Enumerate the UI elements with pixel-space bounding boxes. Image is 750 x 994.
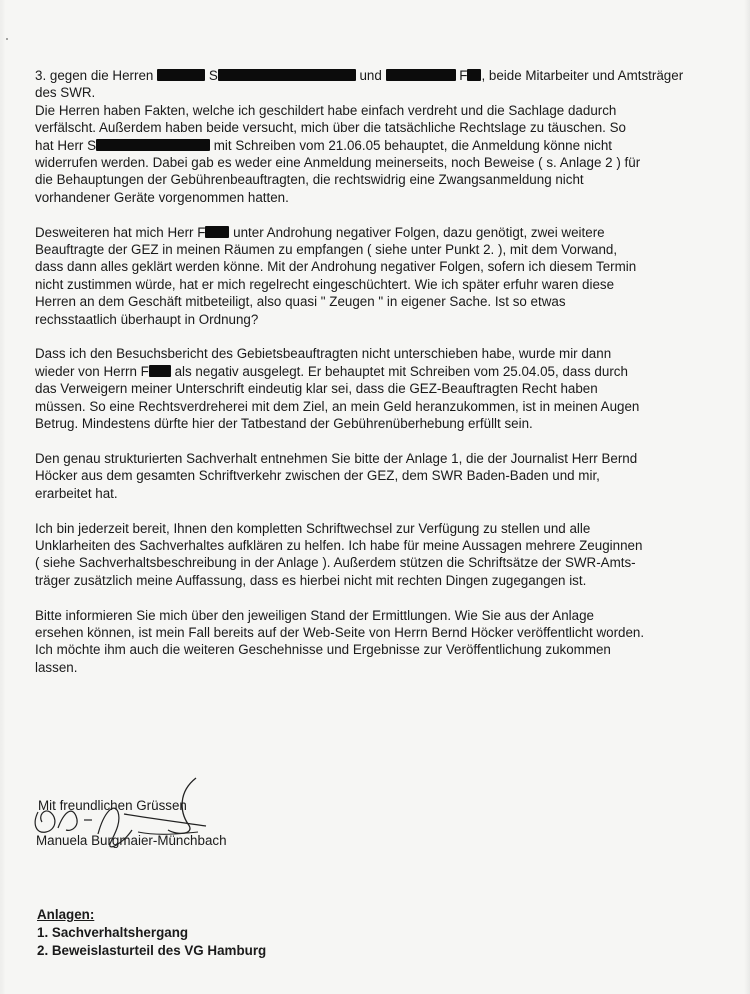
- scan-speck: [6, 38, 8, 40]
- letter-line: Herren an dem Geschäft mitbeteiligt, also quasi " Zeugen " in eigener Sache. Ist so etwas: [35, 294, 566, 310]
- letter-line: des SWR.: [35, 85, 96, 101]
- letter-line: müssen. So eine Rechtsverdreherei mit dem Ziel, an mein Geld heranzukommen, ist in meinen Augen: [35, 398, 640, 414]
- letter-line: ersehen können, ist mein Fall bereits auf der Web-Seite von Herrn Bernd Höcker veröffentlicht worden.: [35, 624, 645, 640]
- letter-paragraph: [35, 224, 740, 328]
- letter-line: Unklarheiten des Sachverhaltes aufklären zu helfen. Ich habe für meine Aussagen mehrere Zeuginnen: [35, 537, 643, 553]
- letter-paragraph: [35, 450, 740, 502]
- letter-line: Bitte informieren Sie mich über den jeweiligen Stand der Ermittlungen. Wie Sie aus der Anlage: [35, 607, 594, 623]
- letter-line: ( siehe Sachverhaltsbeschreibung in der Anlage ). Außerdem stützen die Schriftsätze der SWR-Amts-: [35, 555, 636, 571]
- closing-text: Mit freundlichen Grüssen: [38, 798, 187, 813]
- attachments-section: [37, 906, 266, 960]
- letter-line: die Behauptungen der Gebührenbeauftragten, die rechtswidrig eine Zwangsanmeldung nicht: [35, 172, 584, 188]
- closing-phrase: [38, 797, 187, 814]
- letter-line: Höcker aus dem gesamten Schriftverkehr zwischen der GEZ, dem SWR Baden-Baden und mir,: [35, 468, 600, 484]
- attachment-item: 1. Sachverhaltshergang: [37, 925, 189, 940]
- letter-line: 3. gegen die Herren S und F , beide Mitarbeiter und Amtsträger: [35, 68, 684, 83]
- letter-paragraph: [35, 520, 740, 590]
- redaction-bar: [467, 69, 481, 81]
- letter-paragraph: [35, 67, 740, 206]
- letter-line: verfälscht. Außerdem haben beide versucht, mich über die tatsächliche Rechtslage zu täuschen. So: [35, 120, 627, 136]
- letter-line: dass dann alles geklärt werden könne. Mit der Androhung negativer Folgen, sofern ich diesem Termin: [35, 259, 637, 275]
- signer-name: Manuela Burgmaier-Münchbach: [36, 833, 227, 848]
- letter-paragraph: [35, 345, 740, 432]
- letter-line: lassen.: [35, 659, 78, 675]
- redaction-bar: [96, 139, 210, 151]
- letter-line: Dass ich den Besuchsbericht des Gebietsbeauftragten nicht unterschieben habe, wurde mir dann: [35, 346, 612, 362]
- letter-line: Ich bin jederzeit bereit, Ihnen den kompletten Schriftwechsel zur Verfügung zu stellen und alle: [35, 520, 591, 536]
- redaction-bar: [218, 69, 356, 81]
- letter-line: träger zusätzlich meine Auffassung, dass es hierbei nicht mit rechten Dingen zugegangen ist.: [35, 572, 587, 588]
- letter-line: Desweiteren hat mich Herr F unter Androhung negativer Folgen, dazu genötigt, zwei weitere: [35, 224, 605, 240]
- letter-line: hat Herr S mit Schreiben vom 21.06.05 behauptet, die Anmeldung könne nicht: [35, 137, 613, 153]
- letter-line: vorhandener Geräte vorgenommen hatten.: [35, 189, 289, 205]
- letter-line: wieder von Herrn F als negativ ausgelegt. Er behauptet mit Schreiben vom 25.04.05, dass durch: [35, 363, 628, 379]
- redaction-bar: [157, 69, 205, 81]
- letter-line: nicht zustimmen würde, hat er mich regelrecht eingeschüchtert. Wie ich später erfuhr waren diese: [35, 276, 615, 292]
- letter-line: Den genau strukturierten Sachverhalt entnehmen Sie bitte der Anlage 1, die der Journalist Herr Bernd: [35, 450, 638, 466]
- letter-line: Beauftragte der GEZ in meinen Räumen zu empfangen ( siehe unter Punkt 2. ), mit dem Vorwand,: [35, 242, 618, 258]
- letter-line: das Verweigern meiner Unterschrift eindeutig klar sei, dass die GEZ-Beauftragten Recht haben: [35, 381, 598, 397]
- letter-line: rechsstaatlich überhaupt in Ordnung?: [35, 311, 259, 327]
- letter-body: [35, 67, 740, 694]
- letter-line: erarbeitet hat.: [35, 485, 118, 501]
- redaction-bar: [149, 365, 171, 377]
- attachment-item: 2. Beweislasturteil des VG Hamburg: [37, 943, 267, 958]
- letter-line: Die Herren haben Fakten, welche ich geschildert habe einfach verdreht und die Sachlage dadurch: [35, 102, 617, 118]
- redaction-bar: [205, 226, 229, 238]
- letter-line: Betrug. Mindestens dürfte hier der Tatbestand der Gebührenüberhebung erfüllt sein.: [35, 416, 533, 432]
- redaction-bar: [386, 69, 456, 81]
- attachments-title: Anlagen:: [37, 907, 95, 922]
- handwritten-signature: [28, 772, 228, 862]
- letter-paragraph: [35, 607, 740, 677]
- letter-line: widerrufen werden. Dabei gab es weder eine Anmeldung meinerseits, noch Beweise ( s. Anlage 2 ) für: [35, 155, 641, 171]
- letter-line: Ich möchte ihm auch die weiteren Geschehnisse und Ergebnisse zur Veröffentlichung zukommen: [35, 642, 611, 658]
